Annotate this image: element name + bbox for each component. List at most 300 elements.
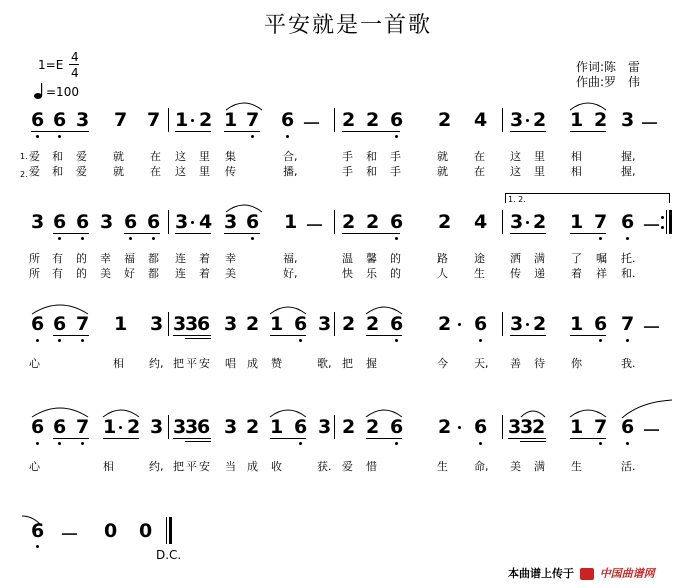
note: 2: [366, 313, 380, 335]
note: 2: [366, 211, 380, 233]
note: 1: [175, 109, 189, 131]
note-dash: －: [305, 215, 325, 237]
slur: [568, 98, 608, 112]
lyric: 美: [225, 267, 236, 280]
underline: [270, 438, 306, 439]
barline: [168, 312, 169, 336]
note: 1: [270, 313, 284, 335]
lyric: 平: [186, 357, 197, 370]
lyric: 手: [342, 150, 353, 163]
note-dash: －: [60, 524, 80, 546]
lyric: 传: [510, 267, 521, 280]
low-octave-dot: [81, 237, 84, 240]
note: 2: [342, 313, 356, 335]
lyric: 相: [571, 150, 582, 163]
note: 6: [53, 109, 67, 131]
note: 2: [342, 416, 356, 438]
lyric: 里: [199, 165, 210, 178]
note: 3: [173, 313, 187, 335]
lyric: 生: [474, 267, 485, 280]
lyric: 所: [29, 252, 40, 265]
lyric: 幸: [225, 252, 236, 265]
lyric: 收: [271, 460, 282, 473]
underline: [570, 131, 606, 132]
lyric: 和: [366, 165, 377, 178]
lyric: 美: [100, 267, 111, 280]
lyric: 就: [437, 150, 448, 163]
note: 6: [147, 211, 161, 233]
slur: [224, 98, 264, 112]
lyric: 托.: [621, 252, 636, 265]
low-octave-dot: [58, 339, 61, 342]
aug-dot: [526, 119, 529, 122]
note: 3: [173, 416, 187, 438]
note: 7: [76, 313, 90, 335]
underline: [510, 131, 546, 132]
slur: [224, 200, 264, 214]
note: 3: [318, 313, 332, 335]
aug-dot: [191, 221, 194, 224]
quarter-note-icon: [34, 82, 46, 100]
lyric: 合,: [283, 150, 298, 163]
note: 4: [474, 109, 488, 131]
lyric: 唱: [225, 357, 236, 370]
note: 6: [474, 313, 488, 335]
underline: [508, 438, 546, 439]
lyric: 爱: [29, 150, 40, 163]
lyricist-credit: 作词:陈 雷: [576, 60, 641, 74]
barline: [168, 108, 169, 132]
lyric: 播,: [283, 165, 298, 178]
low-octave-dot: [626, 237, 629, 240]
underline: [175, 131, 211, 132]
lyric: 都: [148, 252, 159, 265]
time-signature-top: 4: [71, 50, 79, 64]
low-octave-dot: [251, 135, 254, 138]
note-dash: －: [642, 317, 662, 339]
time-signature-bottom: 4: [71, 66, 79, 80]
lyric: 所: [29, 267, 40, 280]
slur: [101, 405, 141, 419]
low-octave-dot: [395, 339, 398, 342]
low-octave-dot: [599, 237, 602, 240]
footer-site-link[interactable]: 中国曲谱网: [599, 567, 655, 580]
note: 3: [508, 416, 522, 438]
lyric: 着: [199, 267, 210, 280]
aug-dot: [458, 426, 461, 429]
low-octave-dot: [286, 135, 289, 138]
aug-dot: [191, 119, 194, 122]
lyric: 就: [113, 165, 124, 178]
lyric: 握,: [621, 165, 636, 178]
lyric: 满: [534, 252, 545, 265]
note: 6: [474, 416, 488, 438]
rest: 0: [139, 520, 153, 542]
lyric: 都: [148, 267, 159, 280]
footer-credit: [508, 565, 655, 581]
lyric: 在: [474, 150, 485, 163]
note: 3: [510, 211, 524, 233]
slur: [364, 302, 404, 316]
underline: [570, 233, 606, 234]
underline: [31, 131, 89, 132]
lyric: 生: [437, 460, 448, 473]
volta-label: 1. 2.: [508, 195, 526, 204]
lyric: 在: [150, 150, 161, 163]
underline: [366, 335, 402, 336]
low-octave-dot: [599, 339, 602, 342]
low-octave-dot: [599, 442, 602, 445]
lyric: 有: [52, 267, 63, 280]
tie-to-next-line: [620, 398, 674, 420]
lyric: 在: [474, 165, 485, 178]
note: 2: [246, 416, 260, 438]
lyric: 连: [175, 267, 186, 280]
lyric: 活.: [621, 460, 636, 473]
lyric: 相: [113, 357, 124, 370]
note: 3: [185, 313, 199, 335]
underline: [520, 441, 546, 442]
lyric: 连: [175, 252, 186, 265]
note-dash: －: [302, 113, 322, 135]
note: 6: [390, 109, 404, 131]
low-octave-dot: [58, 442, 61, 445]
note: 1: [570, 211, 584, 233]
barline: [334, 108, 335, 132]
lyric: 我.: [621, 357, 636, 370]
lyric: 平: [186, 460, 197, 473]
lyric: 爱: [76, 150, 87, 163]
note: 7: [114, 109, 128, 131]
lyric: 歌,: [317, 357, 332, 370]
lyric: 握: [366, 357, 377, 370]
rest: 0: [104, 520, 118, 542]
lyric: 和: [52, 150, 63, 163]
lyric: 福,: [283, 252, 298, 265]
note: 3: [224, 211, 238, 233]
note: 6: [594, 313, 608, 335]
note: 6: [390, 313, 404, 335]
note: 6: [76, 211, 90, 233]
note: 2: [199, 109, 213, 131]
lyric: 馨: [366, 252, 377, 265]
lyric: 这: [510, 150, 521, 163]
low-octave-dot: [58, 135, 61, 138]
barline: [168, 210, 169, 234]
lyric: 就: [437, 165, 448, 178]
note: 6: [390, 211, 404, 233]
underline: [510, 233, 546, 234]
underline: [185, 338, 211, 339]
lyric: 握,: [621, 150, 636, 163]
lyric: 成: [247, 357, 258, 370]
low-octave-dot: [395, 442, 398, 445]
low-octave-dot: [395, 237, 398, 240]
note: 1: [570, 109, 584, 131]
underline: [175, 233, 211, 234]
note: 6: [31, 520, 45, 542]
low-octave-dot: [299, 339, 302, 342]
footer-text: 本曲谱上传于: [508, 567, 574, 580]
low-octave-dot: [36, 135, 39, 138]
lyric: 待: [534, 357, 545, 370]
volta-bracket-end: [669, 193, 670, 203]
lyric: 手: [342, 165, 353, 178]
lyric: 集: [225, 150, 236, 163]
note: 6: [197, 416, 211, 438]
underline: [342, 131, 400, 132]
lyric: 心: [29, 460, 40, 473]
note: 6: [621, 211, 635, 233]
underline: [173, 438, 211, 439]
slur: [519, 407, 547, 419]
lyric: 把: [173, 460, 184, 473]
lyric: 的: [390, 267, 401, 280]
low-octave-dot: [36, 545, 39, 548]
lyric: 赞: [271, 357, 282, 370]
lyric: 把: [173, 357, 184, 370]
verse-marker: 1.: [20, 152, 28, 161]
note: 2: [342, 211, 356, 233]
underline: [103, 438, 139, 439]
lyric: 在: [150, 165, 161, 178]
note: 7: [594, 416, 608, 438]
barline: [502, 210, 503, 234]
lyric: 成: [247, 460, 258, 473]
lyric: 爱: [29, 165, 40, 178]
lyric: 嘱: [596, 252, 607, 265]
low-octave-dot: [626, 442, 629, 445]
lyric: 里: [534, 150, 545, 163]
lyric: 命,: [474, 460, 489, 473]
underline: [224, 233, 260, 234]
note: 2: [532, 416, 546, 438]
aug-dot: [119, 426, 122, 429]
lyric: 着: [571, 267, 582, 280]
lyric: 和: [52, 165, 63, 178]
note: 1: [103, 416, 117, 438]
low-octave-dot: [129, 237, 132, 240]
note: 1: [570, 416, 584, 438]
lyric: 这: [510, 165, 521, 178]
lyric: 手: [390, 150, 401, 163]
lyric: 就: [113, 150, 124, 163]
lyric: 手: [390, 165, 401, 178]
lyric: 约,: [149, 460, 164, 473]
note: 4: [474, 211, 488, 233]
underline: [570, 438, 606, 439]
barline: [334, 210, 335, 234]
lyric: 里: [534, 165, 545, 178]
underline: [185, 441, 211, 442]
note: 6: [294, 416, 308, 438]
barline: [168, 415, 169, 439]
note: 2: [438, 109, 452, 131]
note: 2: [438, 416, 452, 438]
aug-dot: [526, 221, 529, 224]
slur: [268, 405, 308, 419]
note: 2: [366, 416, 380, 438]
low-octave-dot: [479, 442, 482, 445]
lyric: 爱: [76, 165, 87, 178]
note: 2: [366, 109, 380, 131]
lyric: 获.: [317, 460, 332, 473]
note: 3: [150, 313, 164, 335]
slur: [268, 302, 308, 316]
low-octave-dot: [395, 135, 398, 138]
note: 1: [114, 313, 128, 335]
note: 3: [510, 313, 524, 335]
slur: [364, 405, 404, 419]
lyric: 生: [571, 460, 582, 473]
note: 2: [438, 313, 452, 335]
barline: [334, 312, 335, 336]
lyric: 洒: [510, 252, 521, 265]
note: 2: [438, 211, 452, 233]
underline: [53, 438, 89, 439]
note: 2: [533, 313, 547, 335]
site-logo-icon: [580, 568, 594, 580]
underline: [53, 335, 89, 336]
note: 7: [246, 109, 260, 131]
note: 1: [224, 109, 238, 131]
note: 7: [621, 313, 635, 335]
note: 6: [53, 211, 67, 233]
repeat-barline-thick: [669, 210, 672, 234]
note: 7: [76, 416, 90, 438]
lyric: 了: [571, 252, 582, 265]
note: 6: [53, 416, 67, 438]
lyric: 的: [390, 252, 401, 265]
lyric: 满: [534, 460, 545, 473]
lyric: 路: [437, 252, 448, 265]
underline: [342, 233, 400, 234]
lyric: 天,: [474, 357, 489, 370]
lyric: 里: [199, 150, 210, 163]
note: 2: [342, 109, 356, 131]
note: 2: [533, 211, 547, 233]
lyric: 着: [199, 252, 210, 265]
underline: [224, 131, 260, 132]
lyric: 安: [199, 460, 210, 473]
note: 6: [390, 416, 404, 438]
low-octave-dot: [58, 237, 61, 240]
lyric: 和.: [621, 267, 636, 280]
final-barline: [166, 517, 167, 544]
note: 4: [199, 211, 213, 233]
note: 3: [31, 211, 45, 233]
underline: [124, 233, 160, 234]
lyric: 的: [76, 252, 87, 265]
note: 2: [127, 416, 141, 438]
underline: [173, 335, 211, 336]
note: 6: [124, 211, 138, 233]
low-octave-dot: [251, 237, 254, 240]
note: 1: [284, 211, 298, 233]
note: 6: [31, 313, 45, 335]
note: 3: [100, 211, 114, 233]
lyric: 把: [342, 357, 353, 370]
note: 3: [224, 416, 238, 438]
final-barline-thick: [169, 517, 172, 544]
note-dash: －: [640, 113, 660, 135]
note: 3: [520, 416, 534, 438]
note: 3: [318, 416, 332, 438]
repeat-dot: [661, 226, 664, 229]
low-octave-dot: [36, 339, 39, 342]
low-octave-dot: [479, 339, 482, 342]
note: 3: [510, 109, 524, 131]
barline: [502, 415, 503, 439]
lyric: 递: [534, 267, 545, 280]
lyric: 祥: [596, 267, 607, 280]
low-octave-dot: [36, 442, 39, 445]
note: 7: [147, 109, 161, 131]
lyric: 相: [571, 165, 582, 178]
note: 6: [53, 313, 67, 335]
lyric: 相: [103, 460, 114, 473]
lyric: 途: [474, 252, 485, 265]
underline: [366, 438, 402, 439]
slur: [30, 300, 90, 316]
underline: [270, 335, 306, 336]
lyric: 爱: [342, 460, 353, 473]
lyric: 安: [199, 357, 210, 370]
note: 3: [175, 211, 189, 233]
low-octave-dot: [299, 442, 302, 445]
note: 1: [270, 416, 284, 438]
note: 6: [621, 416, 635, 438]
lyric: 和: [366, 150, 377, 163]
lyric: 福: [124, 252, 135, 265]
lyric: 惜: [366, 460, 377, 473]
note-dash: －: [642, 420, 662, 442]
note: 2: [533, 109, 547, 131]
low-octave-dot: [81, 442, 84, 445]
repeat-dot: [661, 216, 664, 219]
note: 3: [185, 416, 199, 438]
lyric: 当: [225, 460, 236, 473]
verse-marker: 2.: [20, 170, 28, 179]
lyric: 的: [76, 267, 87, 280]
lyric: 约,: [149, 357, 164, 370]
volta-bracket-start: [505, 193, 506, 203]
slur: [30, 403, 90, 419]
aug-dot: [458, 323, 461, 326]
time-signature-line: [69, 64, 79, 65]
note: 1: [570, 313, 584, 335]
repeat-barline: [666, 210, 667, 234]
lyric: 传: [225, 165, 236, 178]
note: 6: [281, 109, 295, 131]
underline: [510, 335, 546, 336]
lyric: 心: [29, 357, 40, 370]
low-octave-dot: [626, 339, 629, 342]
note-dash: －: [642, 215, 662, 237]
note: 7: [594, 211, 608, 233]
barline: [334, 415, 335, 439]
tempo-marking: =100: [46, 85, 79, 99]
lyric: 乐: [366, 267, 377, 280]
dc-marking: D.C.: [156, 548, 182, 562]
lyric: 你: [571, 357, 582, 370]
note: 3: [224, 313, 238, 335]
note: 6: [294, 313, 308, 335]
underline: [570, 335, 606, 336]
lyric: 人: [437, 267, 448, 280]
lyric: 美: [510, 460, 521, 473]
note: 3: [150, 416, 164, 438]
